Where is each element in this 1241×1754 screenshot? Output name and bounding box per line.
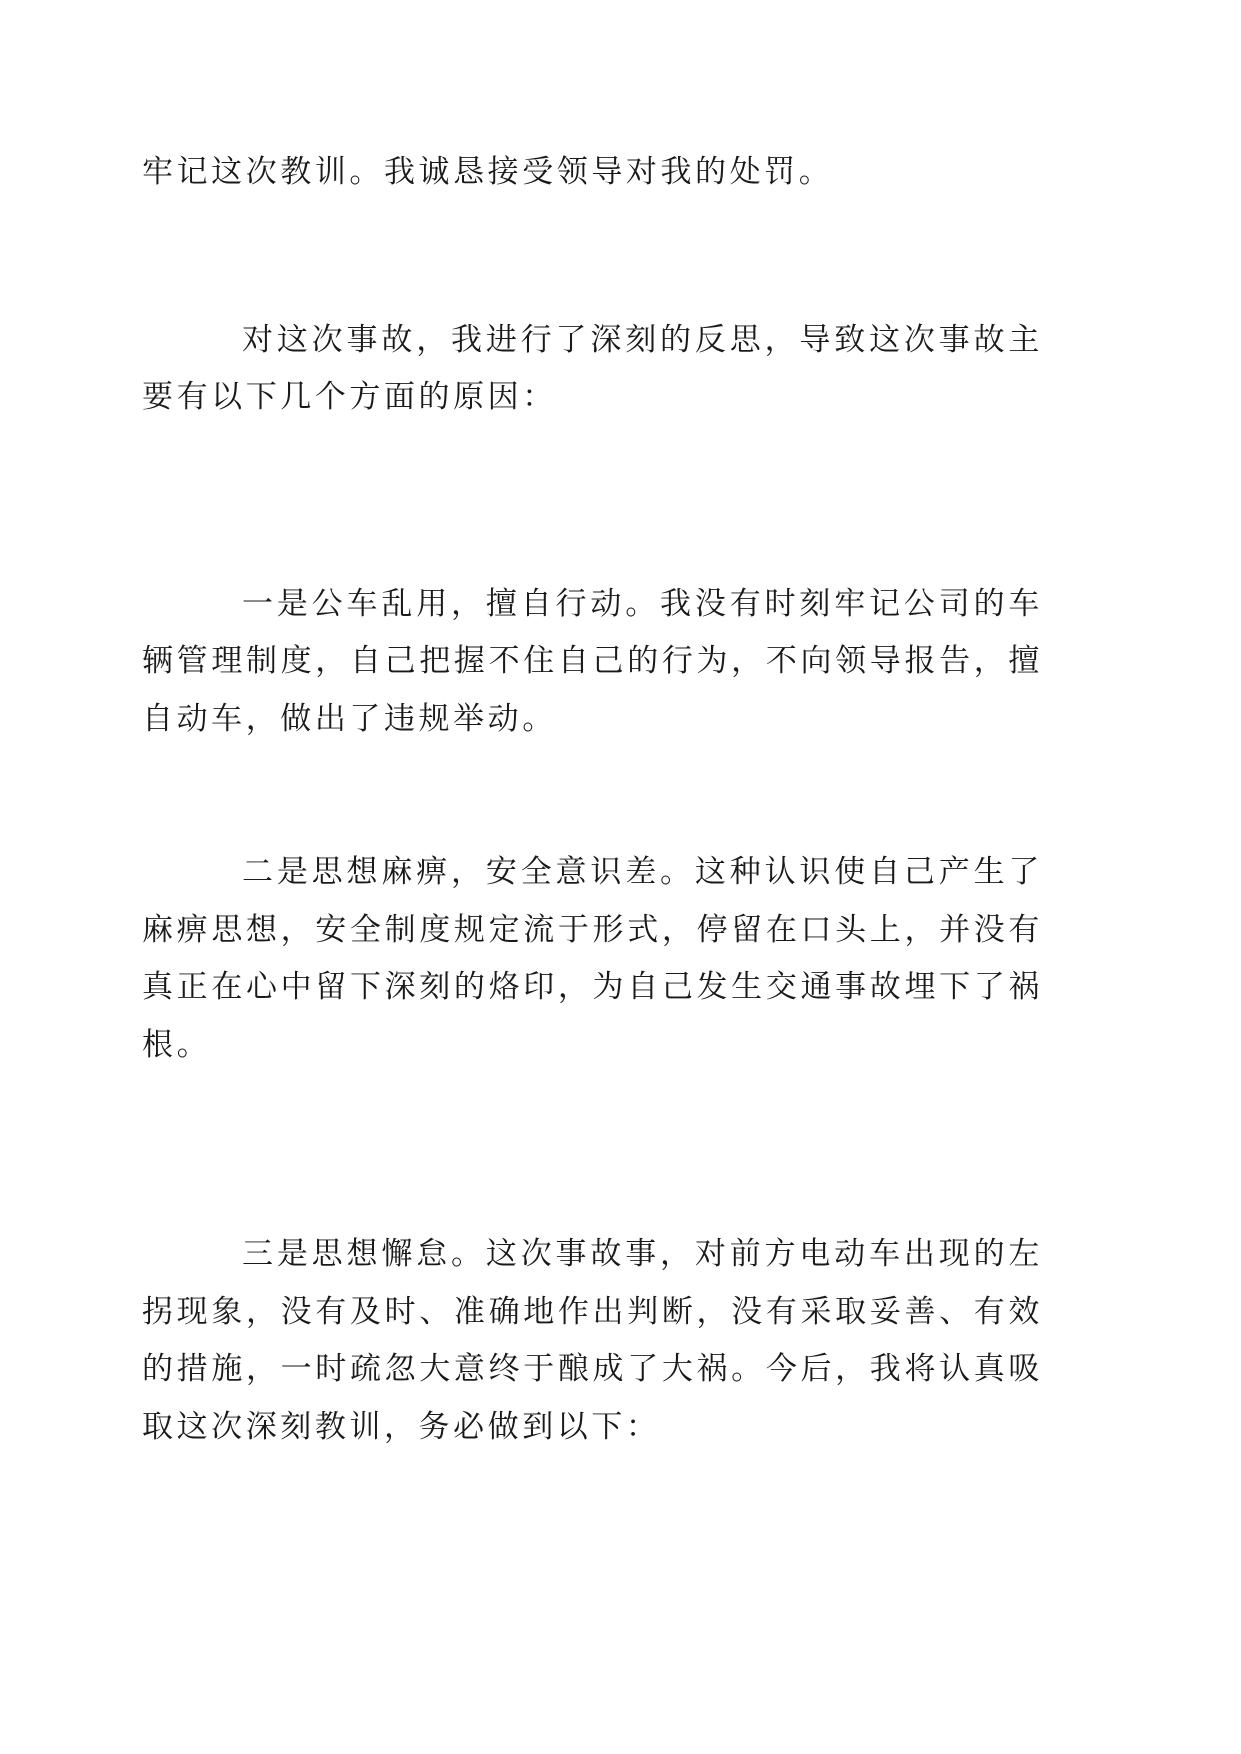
document-body: [142, 143, 1043, 1455]
paragraph-reason-two: 二是思想麻痹，安全意识差。这种认识使自己产生了麻痹思想，安全制度规定流于形式，停留在口头上，并没有真正在心中留下深刻的烙印，为自己发生交通事故埋下了祸根。: [142, 854, 1043, 1062]
paragraph-continuation-line: 牢记这次教训。我诚恳接受领导对我的处罚。: [142, 154, 834, 189]
paragraph-reason-one: 一是公车乱用，擅自行动。我没有时刻牢记公司的车辆管理制度，自己把握不住自己的行为，不向领导报告，擅自动车，做出了违规举动。: [142, 585, 1043, 736]
paragraph-reason-three: 三是思想懈怠。这次事故事，对前方电动车出现的左拐现象，没有及时、准确地作出判断，没有采取妥善、有效的措施，一时疏忽大意终于酿成了大祸。今后，我将认真吸取这次深刻教训，务必做到以下：: [142, 1236, 1043, 1444]
paragraph-reflection-intro: 对这次事故，我进行了深刻的反思，导致这次事故主要有以下几个方面的原因：: [142, 321, 1043, 414]
